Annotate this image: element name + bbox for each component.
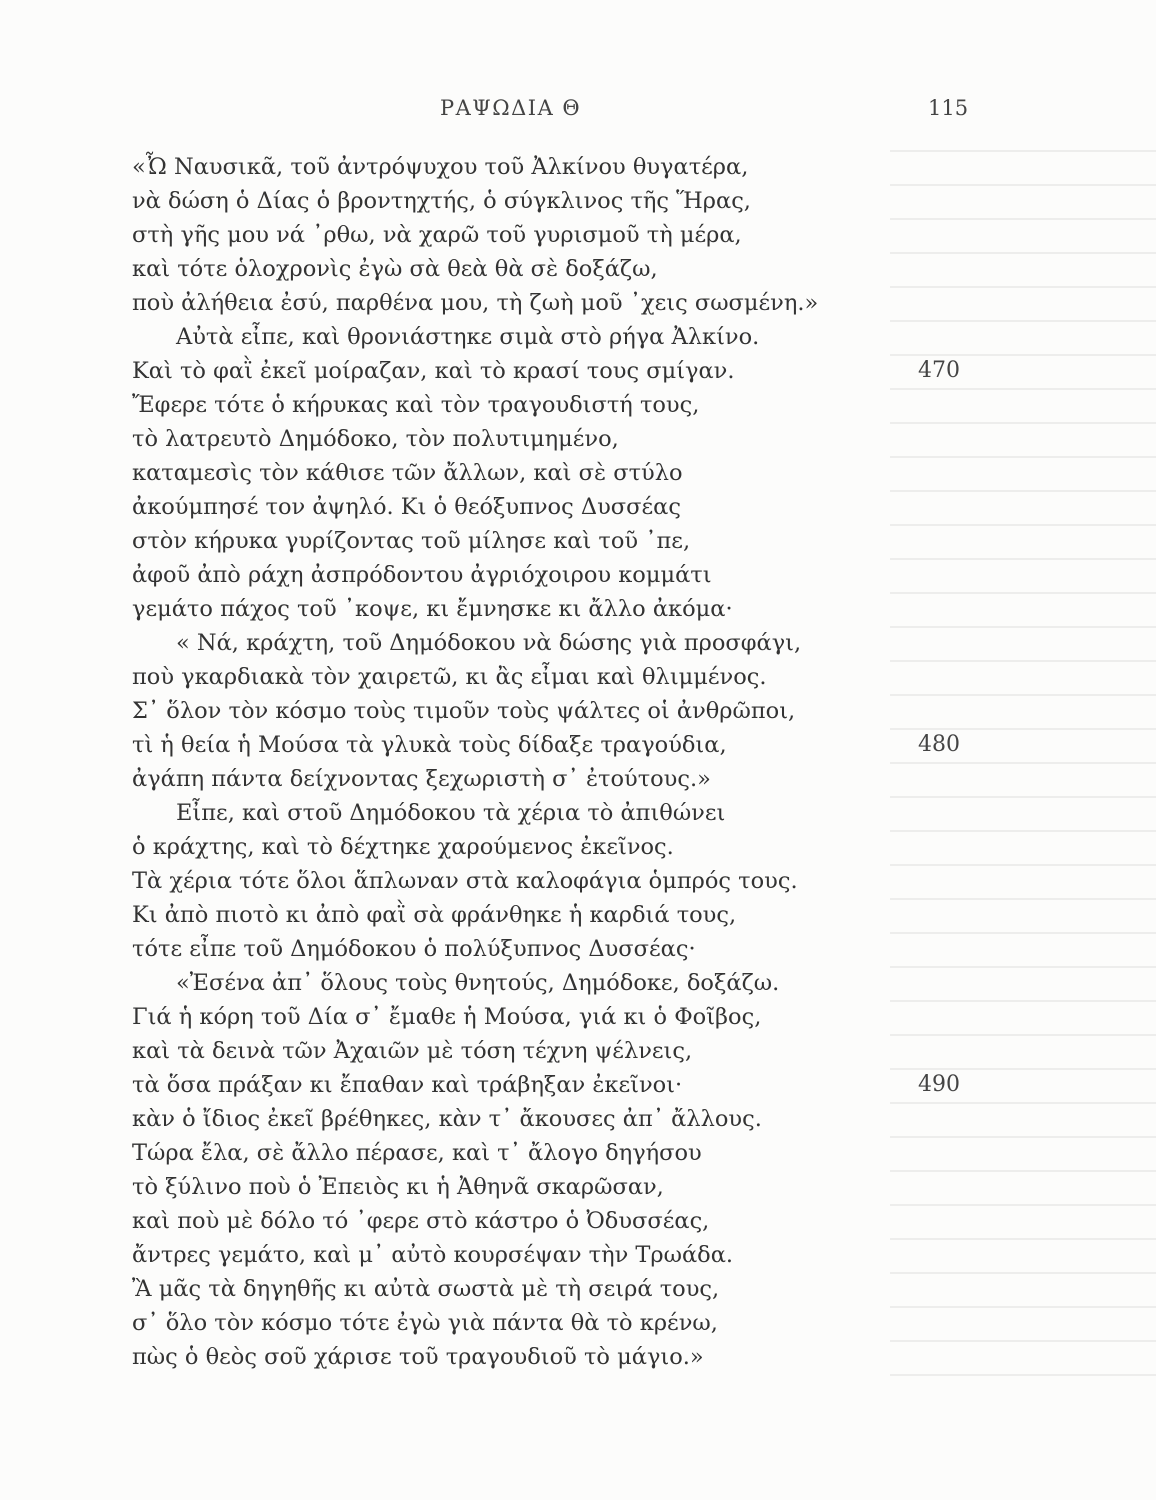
verse-line: [132, 1068, 992, 1102]
verse-text: Σ᾿ ὅλον τὸν κόσμο τοὺς τιμοῦν τοὺς ψάλτες οἱ ἀνθρῶποι,: [132, 698, 796, 724]
verse-text: τὸ ξύλινο ποὺ ὁ Ἐπειὸς κι ἡ Ἀθηνᾶ σκαρῶσαν,: [132, 1174, 664, 1200]
line-number: 480: [918, 732, 960, 757]
verse-text: Κι ἀπὸ πιοτὸ κι ἀπὸ φαῒ σὰ φράνθηκε ἡ καρδιά τους,: [132, 902, 737, 928]
verse-text: καταμεσὶς τὸν κάθισε τῶν ἄλλων, καὶ σὲ στύλο: [132, 460, 683, 486]
verse-line: [132, 626, 992, 660]
verse-text: Καὶ τὸ φαῒ ἐκεῖ μοίραζαν, καὶ τὸ κρασί τους σμίγαν.: [132, 358, 735, 384]
verse-text: Ἂ μᾶς τὰ δηγηθῆς κι αὐτὰ σωστὰ μὲ τὴ σειρά τους,: [132, 1276, 720, 1302]
verse-line: [132, 1238, 992, 1272]
verse-line: [132, 660, 992, 694]
verse-text: ποὺ γκαρδιακὰ τὸν χαιρετῶ, κι ἂς εἶμαι καὶ θλιμμένος.: [132, 664, 767, 690]
verse-line: [132, 422, 992, 456]
verse-line: [132, 1102, 992, 1136]
verse-line: [132, 1204, 992, 1238]
verse-line: [132, 1034, 992, 1068]
verse-line: [132, 388, 992, 422]
verse-line: [132, 456, 992, 490]
verse-text: ὁ κράχτης, καὶ τὸ δέχτηκε χαρούμενος ἐκεῖνος.: [132, 834, 674, 860]
verse-line: [132, 1170, 992, 1204]
page-header: [0, 96, 1156, 126]
verse-line: [132, 966, 992, 1000]
verse-text: ποὺ ἀλήθεια ἐσύ, παρθένα μου, τὴ ζωὴ μοῦ ᾿χεις σωσμένη.»: [132, 290, 819, 316]
verse-text: « Νά, κράχτη, τοῦ Δημόδοκου νὰ δώσης γιὰ προσφάγι,: [176, 630, 802, 656]
verse-line: [132, 1136, 992, 1170]
verse-text: ἀφοῦ ἀπὸ ράχη ἀσπρόδοντου ἀγριόχοιρου κομμάτι: [132, 562, 712, 588]
verse-text: Εἶπε, καὶ στοῦ Δημόδοκου τὰ χέρια τὸ ἀπιθώνει: [176, 800, 726, 826]
verse-line: [132, 320, 992, 354]
verse-line: [132, 932, 992, 966]
verse-line: [132, 218, 992, 252]
verse-line: [132, 558, 992, 592]
verse-line: [132, 252, 992, 286]
verse-line: [132, 898, 992, 932]
verse-line: [132, 354, 992, 388]
verse-line: [132, 762, 992, 796]
page-number: 115: [928, 96, 969, 120]
verse-line: [132, 1340, 992, 1374]
verse-text: τὶ ἡ θεία ἡ Μούσα τὰ γλυκὰ τοὺς δίδαξε τραγούδια,: [132, 732, 727, 758]
verse-text: γεμάτο πάχος τοῦ ᾿κοψε, κι ἔμνησκε κι ἄλλο ἀκόμα·: [132, 596, 733, 622]
verse-line: [132, 286, 992, 320]
verse-text: τὸ λατρευτὸ Δημόδοκο, τὸν πολυτιμημένο,: [132, 426, 619, 452]
verse-text: Ἔφερε τότε ὁ κήρυκας καὶ τὸν τραγουδιστή τους,: [132, 392, 700, 418]
line-number: 490: [918, 1072, 960, 1097]
verse-line: [132, 864, 992, 898]
verse-text: Γιά ἡ κόρη τοῦ Δία σ᾿ ἔμαθε ἡ Μούσα, γιά κι ὁ Φοῖβος,: [132, 1004, 762, 1030]
verse-text: νὰ δώση ὁ Δίας ὁ βροντηχτής, ὁ σύγκλινος τῆς Ἥρας,: [132, 188, 751, 214]
verse-text: σ᾿ ὅλο τὸν κόσμο τότε ἐγὼ γιὰ πάντα θὰ τὸ κρένω,: [132, 1310, 718, 1336]
verse-text: Αὐτὰ εἶπε, καὶ θρονιάστηκε σιμὰ στὸ ρήγα Ἀλκίνο.: [176, 324, 760, 350]
running-head: ΡΑΨΩΔΙΑ Θ: [440, 96, 582, 120]
verse-line: [132, 184, 992, 218]
verse-text: ἄντρες γεμάτο, καὶ μ᾿ αὐτὸ κουρσέψαν τὴν Τρωάδα.: [132, 1242, 734, 1268]
verse-text: ἀκούμπησέ τον ἀψηλό. Κι ὁ θεόξυπνος Δυσσέας: [132, 494, 681, 520]
verse-line: [132, 694, 992, 728]
verse-line: [132, 830, 992, 864]
verse-line: [132, 728, 992, 762]
verse-text: ἀγάπη πάντα δείχνοντας ξεχωριστὴ σ᾿ ἐτούτους.»: [132, 766, 711, 792]
line-number: 470: [918, 358, 960, 383]
verse-line: [132, 592, 992, 626]
verse-line: [132, 1272, 992, 1306]
verse-text: στὸν κήρυκα γυρίζοντας τοῦ μίλησε καὶ τοῦ ᾿πε,: [132, 528, 691, 554]
verse-text: πὼς ὁ θεὸς σοῦ χάρισε τοῦ τραγουδιοῦ τὸ μάγιο.»: [132, 1344, 704, 1370]
verse-text: Τὰ χέρια τότε ὅλοι ἅπλωναν στὰ καλοφάγια ὁμπρός τους.: [132, 868, 798, 894]
verse-text: στὴ γῆς μου νά ᾿ρθω, νὰ χαρῶ τοῦ γυρισμοῦ τὴ μέρα,: [132, 222, 742, 248]
verse-text: τότε εἶπε τοῦ Δημόδοκου ὁ πολύξυπνος Δυσσέας·: [132, 936, 696, 962]
verse-line: [132, 490, 992, 524]
verse-text: τὰ ὅσα πράξαν κι ἔπαθαν καὶ τράβηξαν ἐκεῖνοι·: [132, 1072, 683, 1098]
verse-text: καὶ ποὺ μὲ δόλο τό ᾿φερε στὸ κάστρο ὁ Ὀδυσσέας,: [132, 1208, 710, 1234]
verse-line: [132, 796, 992, 830]
verse-text: «Ἐσένα ἀπ᾿ ὅλους τοὺς θνητούς, Δημόδοκε, δοξάζω.: [176, 970, 780, 996]
verse-text: «Ὦ Ναυσικᾶ, τοῦ ἀντρόψυχου τοῦ Ἀλκίνου θυγατέρα,: [132, 154, 749, 180]
poem-text: [132, 150, 992, 1374]
verse-text: καὶ τὰ δεινὰ τῶν Ἀχαιῶν μὲ τόση τέχνη ψέλνεις,: [132, 1038, 693, 1064]
verse-line: [132, 524, 992, 558]
verse-line: [132, 1000, 992, 1034]
verse-text: κὰν ὁ ἴδιος ἐκεῖ βρέθηκες, κὰν τ᾿ ἄκουσες ἀπ᾿ ἄλλους.: [132, 1106, 762, 1132]
verse-text: Τώρα ἔλα, σὲ ἄλλο πέρασε, καὶ τ᾿ ἄλογο δηγήσου: [132, 1140, 702, 1166]
verse-text: καὶ τότε ὁλοχρονὶς ἐγὼ σὰ θεὰ θὰ σὲ δοξάζω,: [132, 256, 658, 282]
verse-line: [132, 150, 992, 184]
verse-line: [132, 1306, 992, 1340]
